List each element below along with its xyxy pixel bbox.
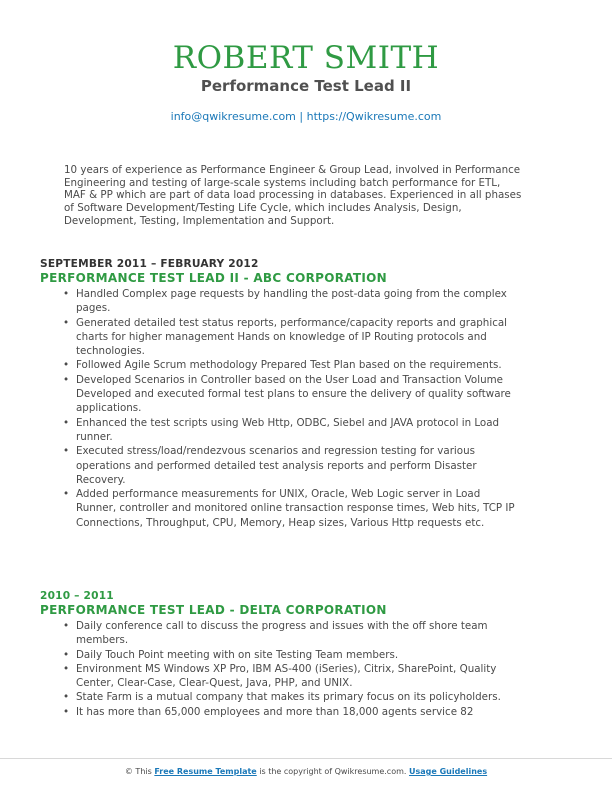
footer-middle: is the copyright of Qwikresume.com. [256, 767, 409, 776]
bullet-item: • Daily conference call to discuss the progress and issues with the off shore team members. [40, 619, 516, 648]
job-entry-1 [40, 257, 540, 530]
job-bullets [40, 619, 540, 719]
footer-copyright [0, 767, 612, 777]
bullet-item: • Added performance measurements for UNIX, Oracle, Web Logic server in Load Runner, controller and monitored online transaction response times, Web hits, TCP IP Connections, Throughput, CPU, Memory, Heap sizes, Various Http requests etc. [40, 487, 516, 530]
bullet-item: • Daily Touch Point meeting with on site Testing Team members. [40, 648, 516, 662]
bullet-item: • Executed stress/load/rendezvous scenarios and regression testing for various operations and performed detailed test analysis reports and perform Disaster Recovery. [40, 444, 516, 487]
candidate-role: Performance Test Lead II [200, 77, 412, 95]
email-link[interactable]: info@qwikresume.com [170, 110, 296, 123]
bullet-item: • Developed Scenarios in Controller based on the User Load and Transaction Volume Developed and executed formal test plans to ensure the delivery of quality software applications. [40, 373, 516, 416]
usage-guidelines-link[interactable]: Usage Guidelines [408, 767, 488, 776]
bullet-item: • It has more than 65,000 employees and more than 18,000 agents service 82 [40, 705, 516, 719]
bullet-item: • Environment MS Windows XP Pro, IBM AS-400 (iSeries), Citrix, SharePoint, Quality Center, Clear-Case, Clear-Quest, Java, PHP, and UNIX. [40, 662, 516, 691]
bullet-item: • Followed Agile Scrum methodology Prepared Test Plan based on the requirements. [40, 358, 516, 372]
footer-divider [0, 758, 612, 759]
job-bullets [40, 287, 540, 530]
job-date: 2010 – 2011 [40, 590, 114, 602]
job-title: PERFORMANCE TEST LEAD - DELTA CORPORATION [40, 603, 387, 617]
summary-paragraph: 10 years of experience as Performance Engineer & Group Lead, involved in Performance Engineering and testing of large-scale systems including batch performance for ETL, MAF & PP which are part of data load processing in databases. Experienced in all phases of Software Development/Testing Life Cycle, which includes Analysis, Design, Development, Testing, Implementation and Support. [64, 164, 522, 227]
job-title: PERFORMANCE TEST LEAD II - ABC CORPORATION [40, 271, 387, 285]
footer-prefix: © This [124, 767, 155, 776]
candidate-name: ROBERT SMITH [172, 40, 440, 76]
bullet-item: • Enhanced the test scripts using Web Http, ODBC, Siebel and JAVA protocol in Load runner. [40, 416, 516, 445]
free-resume-template-link[interactable]: Free Resume Template [154, 767, 257, 776]
website-link[interactable]: https://Qwikresume.com [306, 110, 442, 123]
bullet-item: • Generated detailed test status reports, performance/capacity reports and graphical charts for higher management Hands on knowledge of IP Routing protocols and technologies. [40, 316, 516, 359]
job-entry-2 [40, 589, 540, 719]
job-date: SEPTEMBER 2011 – FEBRUARY 2012 [40, 258, 259, 270]
bullet-item: • State Farm is a mutual company that makes its primary focus on its policyholders. [40, 690, 516, 704]
contact-separator: | [295, 110, 307, 123]
bullet-item: • Handled Complex page requests by handling the post-data going from the complex pages. [40, 287, 516, 316]
contact-line [0, 110, 612, 124]
